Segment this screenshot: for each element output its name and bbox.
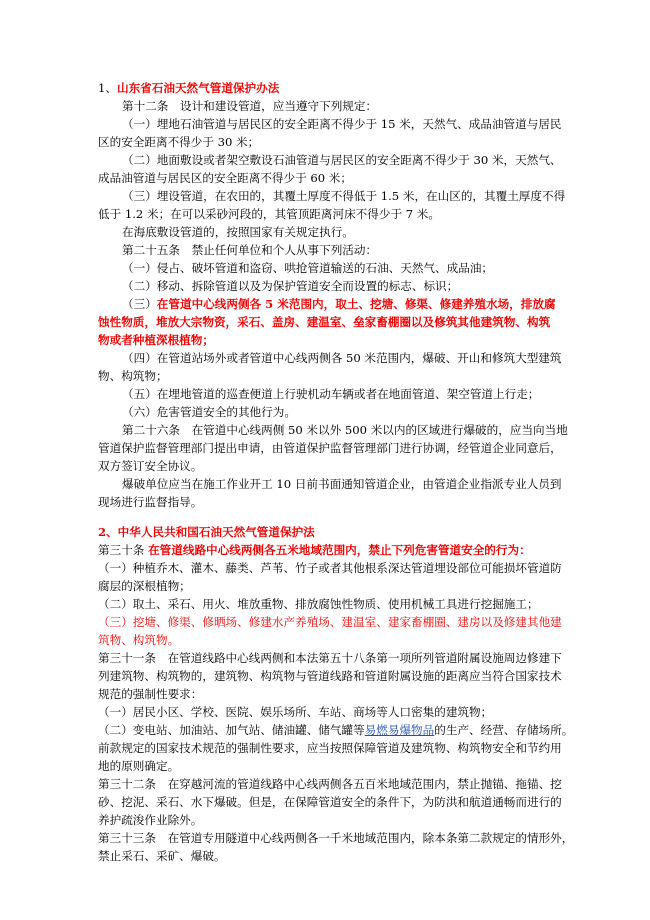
article12-title: 第十二条 设计和建设管道，应当遵守下列规定：: [122, 99, 378, 113]
article12-item3-line2: 低于 1.2 米；在可以采砂河段的，其管顶距离河床不得少于 7 米。: [98, 207, 440, 221]
article30-prefix: 第三十条: [98, 543, 145, 557]
article25-item3-line2: 蚀性物质，堆放大宗物资，采石、盖房、建温室、垒家畜棚圈以及修筑其他建筑物、构筑: [98, 315, 551, 329]
article26-line1: 第二十六条 在管道中心线两侧 50 米以外 500 米以内的区域进行爆破的，应当向当地: [122, 423, 568, 437]
article31-item2-text: （二）变电站、加油站、加气站、储油罐、储气罐等: [98, 723, 365, 737]
article31-line1: 第三十一条 在管道线路中心线两侧和本法第五十八条第一项所列管道附属设施周边修建下: [98, 651, 562, 665]
article25-item3-highlight: 在管道中心线两侧各 5 米范围内，取土、挖塘、修渠、修建养殖水场，排放腐: [156, 297, 556, 311]
flammable-goods-link[interactable]: 易燃易爆物品: [364, 723, 435, 737]
section1-heading: [98, 79, 279, 97]
article32-line3: 养护疏浚作业除外。: [98, 813, 203, 827]
article30-highlight: 在管道线路中心线两侧各五米地域范围内，禁止下列危害管道安全的行为：: [148, 543, 531, 557]
article12-item3-line1: （三）埋设管道，在农田的，其覆土厚度不得低于 1.5 米，在山区的，其覆土厚度不得: [122, 189, 566, 203]
article26-line3: 双方签订安全协议。: [98, 459, 203, 473]
article25-item3-line1: [122, 295, 556, 313]
article30-item3-text: （三）挖塘、修渠、修晒场、修建水产养殖场、建温室、建家畜棚圈、: [98, 615, 458, 629]
article30-item1-line1: （一）种植乔木、灌木、藤类、芦苇、竹子或者其他根系深达管道埋设部位可能损坏管道防: [98, 561, 562, 575]
article32-line1: 第三十二条 在穿越河流的管道线路中心线两侧各五百米地域范围内，禁止抛锚、拖锚、挖: [98, 777, 562, 791]
article12-item2-line1: （二）地面敷设或者架空敷设石油管道与居民区的安全距离不得少于 30 米，天然气、: [122, 153, 562, 167]
article25-item3-line3: 物或者种植深根植物；: [98, 333, 214, 347]
article25-item4-line2: 物、构筑物；: [98, 369, 168, 383]
article31-line3: 规范的强制性要求：: [98, 687, 203, 701]
article12-seabed: 在海底敷设管道的，按照国家有关规定执行。: [122, 225, 354, 239]
section1-heading-number: 1、: [98, 81, 117, 95]
article25-item2: （二）移动、拆除管道以及为保护管道安全而设置的标志、标识；: [122, 279, 459, 293]
section2-heading: 2、中华人民共和国石油天然气管道保护法: [98, 525, 315, 539]
article30-item3-line1: [98, 613, 562, 631]
article25-title: 第二十五条 禁止任何单位和个人从事下列活动：: [122, 243, 378, 257]
article26-para2-line2: 现场进行监督指导。: [98, 495, 203, 509]
article31-para2-line1: 前款规定的国家技术规范的强制性要求，应当按照保障管道及建筑物、构筑物安全和节约用: [98, 741, 562, 755]
article25-item3-prefix: （三）: [122, 297, 157, 311]
article12-item1-line2: 区的安全距离不得少于 30 米；: [98, 135, 260, 149]
article30-item3-line2: 筑物、构筑物。: [98, 633, 180, 647]
article26-para2-line1: 爆破单位应当在施工作业开工 10 日前书面通知管道企业，由管道企业指派专业人员到: [122, 477, 562, 491]
article33-line1: 第三十三条 在管道专用隧道中心线两侧各一千米地域范围内，除本条第二款规定的情形外，: [98, 831, 574, 845]
article25-item4-line1: （四）在管道站场外或者管道中心线两侧各 50 米范围内，爆破、开山和修筑大型建筑: [122, 351, 562, 365]
article25-item1: （一）侵占、破坏管道和盗窃、哄抢管道输送的石油、天然气、成品油；: [122, 261, 494, 275]
article12-item1-line1: （一）埋地石油管道与居民区的安全距离不得少于 15 米，天然气、成品油管道与居民: [122, 117, 562, 131]
article30-item2: （二）取土、采石、用火、堆放重物、排放腐蚀性物质、使用机械工具进行挖掘施工；: [98, 597, 539, 611]
article33-line2: 禁止采石、采矿、爆破。: [98, 849, 226, 863]
article31-item2: [98, 721, 573, 739]
article31-item1: （一）居民小区、学校、医院、娱乐场所、车站、商场等人口密集的建筑物；: [98, 705, 493, 719]
article30-item3-highlight: 建房以及修建其他建: [457, 615, 562, 629]
article31-line2: 列建筑物、构筑物的，建筑物、构筑物与管道线路和管道附属设施的距离应当符合国家技术: [98, 669, 562, 683]
article26-line2: 管道保护监督管理部门提出申请，由管道保护监督管理部门进行协调，经管道企业同意后，: [98, 441, 562, 455]
article25-item6: （六）危害管道安全的其他行为。: [122, 405, 296, 419]
article32-line2: 砂、挖泥、采石、水下爆破。但是，在保障管道安全的条件下，为防洪和航道通畅而进行的: [98, 795, 562, 809]
article31-para2-line2: 地的原则确定。: [98, 759, 180, 773]
article12-item2-line2: 成品油管道与居民区的安全距离不得少于 60 米；: [98, 171, 352, 185]
article30-title: [98, 541, 531, 559]
section1-heading-title: 山东省石油天然气管道保护办法: [116, 81, 280, 95]
article31-item2-suffix: 的生产、经营、存储场所。: [434, 723, 574, 737]
article25-item5: （五）在埋地管道的巡查便道上行驶机动车辆或者在地面管道、架空管道上行走；: [122, 387, 540, 401]
article30-item1-line2: 腐层的深根植物；: [98, 579, 191, 593]
